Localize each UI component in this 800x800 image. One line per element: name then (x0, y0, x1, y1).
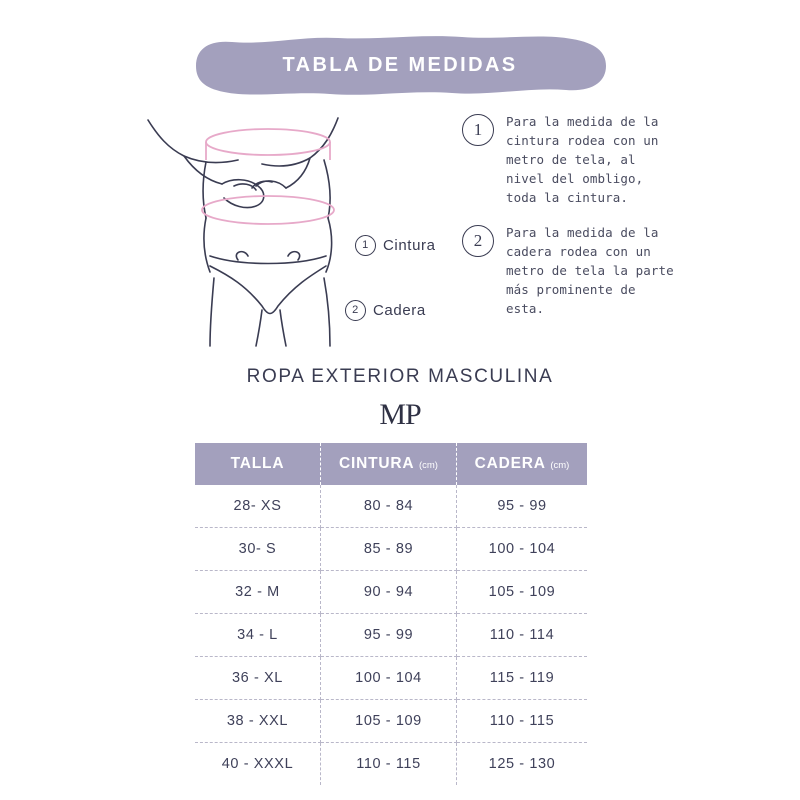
figure-label-cadera (345, 300, 426, 321)
instruction-1-text: Para la medida de la cintura rodea con un metro de tela, al nivel del ombligo, toda la cintura. (506, 114, 659, 205)
instruction-item (462, 223, 792, 318)
cell-talla: 28- XS (195, 485, 321, 528)
figure-label-2-text: Cadera (373, 302, 426, 319)
size-table-head (195, 443, 587, 485)
table-row (195, 571, 587, 614)
cell-cintura: 80 - 84 (321, 485, 457, 528)
cell-talla: 38 - XXL (195, 700, 321, 743)
instruction-2-number: 2 (462, 225, 494, 257)
table-row (195, 700, 587, 743)
cell-cintura: 105 - 109 (321, 700, 457, 743)
cell-talla: 32 - M (195, 571, 321, 614)
cell-cadera: 125 - 130 (488, 756, 556, 772)
figure-label-cintura (355, 235, 436, 256)
cell-talla: 40 - XXXL (195, 743, 321, 786)
table-row (195, 657, 587, 700)
cell-cintura: 85 - 89 (321, 528, 457, 571)
column-header-cintura-unit: (cm) (418, 460, 438, 471)
cell-cadera: 110 - 114 (457, 614, 588, 657)
title-banner (0, 30, 800, 100)
cell-cadera: 110 - 115 (457, 700, 588, 743)
table-row (195, 743, 587, 786)
table-row (195, 528, 587, 571)
cell-cadera: 115 - 119 (457, 657, 588, 700)
brand-logo: MP (379, 398, 421, 431)
body-illustration (110, 100, 460, 350)
column-header-talla (195, 443, 321, 485)
column-header-cadera-label: CADERA (474, 455, 546, 472)
cell-cadera: 105 - 109 (457, 571, 588, 614)
table-row (195, 614, 587, 657)
figure-label-1-text: Cintura (383, 237, 436, 254)
size-table-body (195, 485, 587, 785)
banner-title: TABLA DE MEDIDAS (282, 53, 518, 76)
instruction-item (462, 112, 792, 207)
cell-cintura: 100 - 104 (321, 657, 457, 700)
cell-talla: 30- S (195, 528, 321, 571)
cell-cadera: 95 - 99 (457, 485, 588, 528)
figure-label-1-number: 1 (355, 235, 376, 256)
column-header-cintura-label: CINTURA (339, 455, 414, 472)
cell-cintura: 110 - 115 (321, 743, 457, 786)
table-header-row (195, 443, 587, 485)
size-table (195, 443, 587, 785)
instructions-list (462, 112, 792, 334)
instruction-2-text: Para la medida de la cadera rodea con un metro de tela la parte más prominente de esta. (506, 225, 674, 316)
table-row (195, 485, 587, 528)
column-header-cadera-unit: (cm) (550, 460, 570, 471)
section-title: ROPA EXTERIOR MASCULINA (246, 366, 554, 387)
column-header-cadera (457, 443, 588, 485)
cell-cintura: 90 - 94 (321, 571, 457, 614)
cell-cadera: 100 - 104 (457, 528, 588, 571)
column-header-cintura (321, 443, 457, 485)
cell-talla: 34 - L (195, 614, 321, 657)
cell-talla: 36 - XL (195, 657, 321, 700)
column-header-talla-label: TALLA (230, 455, 285, 472)
figure-label-2-number: 2 (345, 300, 366, 321)
instruction-1-number: 1 (462, 114, 494, 146)
cell-cintura: 95 - 99 (321, 614, 457, 657)
